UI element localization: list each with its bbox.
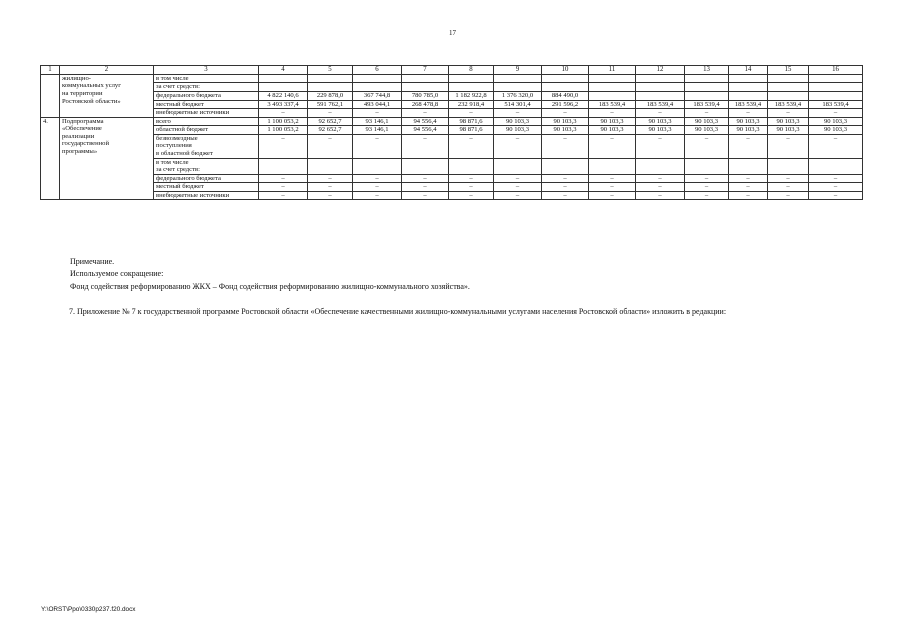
file-path-footer: Y:\ORST\Ppo\0330p237.f20.docx [41, 606, 136, 613]
value-cell: 90 103,3 [768, 126, 809, 135]
header-cell: 9 [494, 66, 542, 75]
value-cell [636, 91, 685, 100]
program-name-line: государственной [62, 140, 109, 148]
funding-source-line: безвозмездные [156, 134, 198, 142]
value-cell: – [729, 134, 768, 158]
value-cell: 93 146,1 [353, 117, 402, 126]
value-cell: – [685, 134, 729, 158]
value-cell: 493 044,1 [353, 100, 402, 109]
table-row [41, 134, 863, 158]
funding-source-cell: федерального бюджета [154, 174, 259, 183]
value-cell: 90 103,3 [729, 117, 768, 126]
value-cell: – [308, 174, 353, 183]
funding-source-cell: федерального бюджета [154, 91, 259, 100]
value-cell: – [768, 183, 809, 192]
value-cell: – [449, 183, 494, 192]
value-cell: 1 100 053,2 [259, 126, 308, 135]
value-cell: – [353, 134, 402, 158]
value-cell [494, 74, 542, 83]
program-name-line: на территории [62, 89, 103, 97]
value-cell [768, 83, 809, 92]
value-cell [449, 74, 494, 83]
value-cell: – [589, 134, 636, 158]
value-cell: 183 539,4 [636, 100, 685, 109]
value-cell: – [449, 109, 494, 118]
value-cell: – [353, 109, 402, 118]
value-cell: – [636, 183, 685, 192]
funding-source-cell: областной бюджет [154, 126, 259, 135]
program-name-cell [60, 74, 154, 117]
value-cell [308, 83, 353, 92]
funding-source-line: за счет средств: [156, 166, 200, 174]
value-cell [542, 83, 589, 92]
value-cell: – [768, 109, 809, 118]
value-cell: 183 539,4 [768, 100, 809, 109]
note-abbreviation-heading: Используемое сокращение: [70, 269, 164, 279]
header-row [41, 66, 863, 75]
value-cell: – [542, 191, 589, 200]
value-cell [685, 91, 729, 100]
value-cell: – [685, 174, 729, 183]
value-cell [402, 158, 449, 174]
value-cell: – [809, 191, 863, 200]
value-cell [729, 74, 768, 83]
value-cell [494, 83, 542, 92]
value-cell: 232 918,4 [449, 100, 494, 109]
header-cell: 4 [259, 66, 308, 75]
value-cell: 90 103,3 [494, 126, 542, 135]
header-cell: 11 [589, 66, 636, 75]
value-cell [542, 158, 589, 174]
value-cell [494, 158, 542, 174]
value-cell: 90 103,3 [589, 126, 636, 135]
funding-source-cell [154, 134, 259, 158]
notes-block [70, 256, 470, 293]
value-cell: – [259, 134, 308, 158]
header-cell: 5 [308, 66, 353, 75]
value-cell: – [494, 191, 542, 200]
value-cell [353, 158, 402, 174]
value-cell [636, 74, 685, 83]
value-cell: 90 103,3 [809, 126, 863, 135]
value-cell: – [494, 183, 542, 192]
value-cell: 183 539,4 [685, 100, 729, 109]
header-cell: 8 [449, 66, 494, 75]
value-cell: 98 871,6 [449, 126, 494, 135]
value-cell: – [308, 134, 353, 158]
value-cell [402, 83, 449, 92]
value-cell: – [685, 191, 729, 200]
table-row [41, 91, 863, 100]
value-cell: – [809, 109, 863, 118]
row-number-cell: 4. [41, 117, 60, 200]
value-cell [685, 83, 729, 92]
funding-source-cell: местный бюджет [154, 100, 259, 109]
value-cell: 92 652,7 [308, 126, 353, 135]
value-cell: – [685, 109, 729, 118]
amendment-paragraph: 7. Приложение № 7 к государственной программе Ростовской области «Обеспечение качественными жилищно-коммунальными услугами населения Ростовской области» изложить в редакции: [69, 307, 727, 316]
value-cell: – [636, 191, 685, 200]
value-cell: 90 103,3 [685, 126, 729, 135]
value-cell: – [768, 174, 809, 183]
value-cell: – [809, 183, 863, 192]
table-row [41, 109, 863, 118]
value-cell: 884 490,0 [542, 91, 589, 100]
value-cell [685, 74, 729, 83]
funding-source-cell: в том числе [154, 74, 259, 83]
funding-source-cell: всего [154, 117, 259, 126]
value-cell: 93 146,1 [353, 126, 402, 135]
header-cell: 15 [768, 66, 809, 75]
table-row [41, 117, 863, 126]
value-cell: – [259, 174, 308, 183]
value-cell: – [542, 174, 589, 183]
value-cell: – [449, 134, 494, 158]
header-cell: 13 [685, 66, 729, 75]
value-cell: 94 556,4 [402, 126, 449, 135]
funding-source-cell: за счет средств: [154, 83, 259, 92]
value-cell: – [636, 134, 685, 158]
value-cell [809, 91, 863, 100]
value-cell [449, 83, 494, 92]
budget-table [40, 65, 863, 200]
value-cell: 90 103,3 [589, 117, 636, 126]
value-cell [589, 158, 636, 174]
program-name-cell [60, 117, 154, 200]
value-cell [589, 91, 636, 100]
value-cell: – [589, 183, 636, 192]
header-cell: 7 [402, 66, 449, 75]
value-cell: – [729, 183, 768, 192]
value-cell: – [308, 183, 353, 192]
value-cell: 90 103,3 [494, 117, 542, 126]
value-cell: 268 478,8 [402, 100, 449, 109]
value-cell: 1 182 922,8 [449, 91, 494, 100]
value-cell [589, 74, 636, 83]
header-cell: 1 [41, 66, 60, 75]
value-cell: 591 762,1 [308, 100, 353, 109]
value-cell: – [768, 191, 809, 200]
header-cell: 2 [60, 66, 154, 75]
value-cell: 183 539,4 [809, 100, 863, 109]
header-cell: 6 [353, 66, 402, 75]
value-cell: – [308, 191, 353, 200]
program-name-line: коммунальных услуг [62, 82, 121, 90]
value-cell: – [729, 174, 768, 183]
value-cell: – [542, 134, 589, 158]
value-cell [729, 158, 768, 174]
value-cell [729, 91, 768, 100]
value-cell: 90 103,3 [729, 126, 768, 135]
page-number: 17 [449, 29, 456, 37]
value-cell: – [589, 191, 636, 200]
value-cell [353, 83, 402, 92]
table-row [41, 174, 863, 183]
funding-source-cell: местный бюджет [154, 183, 259, 192]
value-cell: – [636, 109, 685, 118]
value-cell: – [353, 183, 402, 192]
table-row [41, 126, 863, 135]
value-cell [685, 158, 729, 174]
funding-source-cell: внебюджетные источники [154, 191, 259, 200]
value-cell: – [729, 191, 768, 200]
header-cell: 16 [809, 66, 863, 75]
value-cell: – [809, 134, 863, 158]
value-cell: – [402, 183, 449, 192]
value-cell: 3 493 337,4 [259, 100, 308, 109]
table-row [41, 83, 863, 92]
value-cell: – [449, 174, 494, 183]
value-cell: 90 103,3 [542, 126, 589, 135]
value-cell [729, 83, 768, 92]
table-row [41, 158, 863, 174]
value-cell [768, 74, 809, 83]
row-number-cell [41, 74, 60, 117]
value-cell: – [494, 174, 542, 183]
value-cell [636, 83, 685, 92]
value-cell [259, 74, 308, 83]
value-cell: 183 539,4 [589, 100, 636, 109]
program-name-line: Ростовской области» [62, 97, 121, 105]
value-cell: – [353, 174, 402, 183]
funding-source-line: в областной бюджет [156, 150, 213, 158]
value-cell: – [308, 109, 353, 118]
value-cell [259, 83, 308, 92]
header-cell: 12 [636, 66, 685, 75]
program-name-line: жилищно- [62, 74, 92, 82]
value-cell [809, 158, 863, 174]
program-name-line: реализации [62, 132, 95, 140]
value-cell [636, 158, 685, 174]
value-cell: – [494, 134, 542, 158]
value-cell [259, 158, 308, 174]
value-cell: – [402, 174, 449, 183]
value-cell: – [636, 174, 685, 183]
value-cell: 90 103,3 [768, 117, 809, 126]
value-cell: – [542, 183, 589, 192]
value-cell: 4 822 140,6 [259, 91, 308, 100]
program-name-line: Подпрограмма [62, 117, 104, 125]
value-cell: – [809, 174, 863, 183]
value-cell: 1 100 053,2 [259, 117, 308, 126]
table-row [41, 183, 863, 192]
value-cell: – [259, 109, 308, 118]
value-cell: 367 744,8 [353, 91, 402, 100]
value-cell: 183 539,4 [729, 100, 768, 109]
value-cell [402, 74, 449, 83]
value-cell: 90 103,3 [636, 117, 685, 126]
value-cell [768, 91, 809, 100]
funding-source-cell: внебюджетные источники [154, 109, 259, 118]
value-cell: – [402, 191, 449, 200]
table-row [41, 74, 863, 83]
header-cell: 14 [729, 66, 768, 75]
value-cell: – [729, 109, 768, 118]
program-name-line: «Обеспечение [62, 125, 102, 133]
value-cell: 90 103,3 [636, 126, 685, 135]
value-cell: 92 652,7 [308, 117, 353, 126]
funding-source-line: в том числе [156, 158, 189, 166]
table-row [41, 191, 863, 200]
value-cell: 780 785,0 [402, 91, 449, 100]
funding-source-line: поступления [156, 142, 192, 150]
value-cell: – [259, 183, 308, 192]
program-name-line: программы» [62, 148, 98, 156]
value-cell: – [589, 174, 636, 183]
note-title: Примечание. [70, 257, 115, 266]
value-cell [353, 74, 402, 83]
value-cell: – [589, 109, 636, 118]
value-cell: 514 301,4 [494, 100, 542, 109]
value-cell [809, 83, 863, 92]
note-abbreviation-text: Фонд содействия реформированию ЖКХ – Фонд содействия реформированию жилищно-коммунального хозяйства». [70, 281, 470, 291]
value-cell: 90 103,3 [685, 117, 729, 126]
value-cell: – [259, 191, 308, 200]
value-cell: 90 103,3 [809, 117, 863, 126]
value-cell: 1 376 320,0 [494, 91, 542, 100]
header-cell: 10 [542, 66, 589, 75]
value-cell: – [768, 134, 809, 158]
value-cell [542, 74, 589, 83]
value-cell: – [353, 191, 402, 200]
value-cell [809, 74, 863, 83]
table-row [41, 100, 863, 109]
value-cell: 229 878,0 [308, 91, 353, 100]
value-cell: – [685, 183, 729, 192]
value-cell [449, 158, 494, 174]
value-cell [768, 158, 809, 174]
value-cell: 98 871,6 [449, 117, 494, 126]
value-cell [308, 158, 353, 174]
value-cell [308, 74, 353, 83]
value-cell: 94 556,4 [402, 117, 449, 126]
value-cell: – [494, 109, 542, 118]
value-cell: 90 103,3 [542, 117, 589, 126]
funding-source-cell [154, 158, 259, 174]
header-cell: 3 [154, 66, 259, 75]
value-cell: – [402, 109, 449, 118]
value-cell: 291 596,2 [542, 100, 589, 109]
value-cell: – [402, 134, 449, 158]
value-cell: – [449, 191, 494, 200]
value-cell [589, 83, 636, 92]
value-cell: – [542, 109, 589, 118]
